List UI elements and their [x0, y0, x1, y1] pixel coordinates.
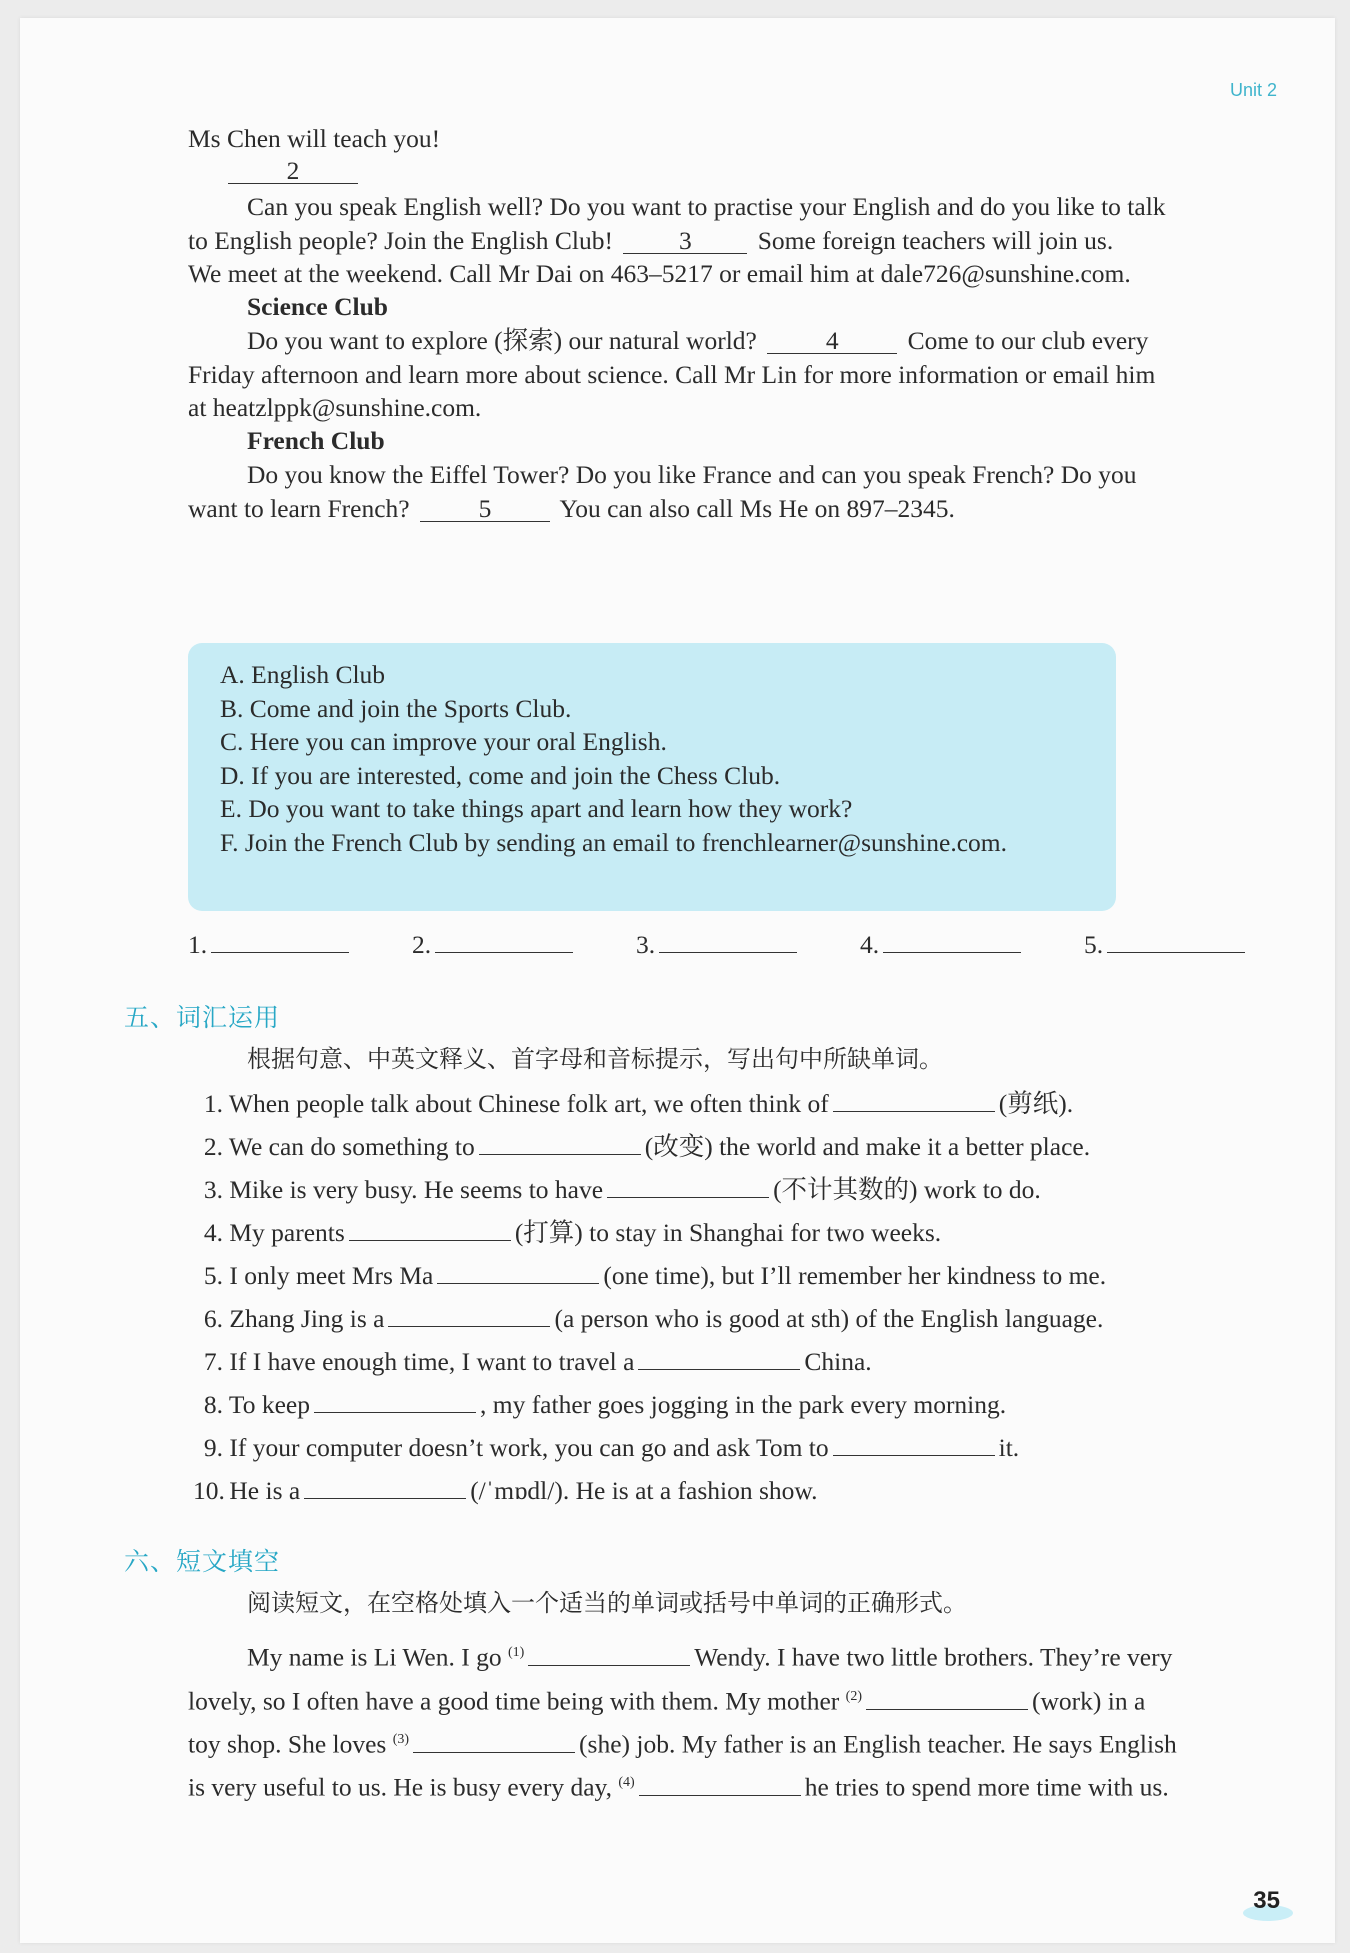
vocab-blank[interactable] [479, 1128, 641, 1155]
section5-title: 五、词汇运用 [124, 1003, 281, 1032]
answer-3: 3. [636, 926, 801, 962]
vocab-item-6: 6. Zhang Jing is a (a person who is good at sth) of the English language. [193, 1300, 1335, 1336]
vocab-item-7: 7. If I have enough time, I want to travel a China. [193, 1343, 1335, 1379]
vocab-item-4: 4. My parents (打算) to stay in Shanghai for two weeks. [193, 1214, 1335, 1250]
option-e: E. Do you want to take things apart and learn how they work? [220, 794, 853, 823]
answer-blank[interactable] [435, 926, 573, 953]
blank-heading-2 [224, 154, 1335, 188]
vocab-blank[interactable] [607, 1171, 769, 1198]
blank-4[interactable]: 4 [767, 327, 897, 354]
reading-line: want to learn French? 5 You can also call Ms He on 897–2345. [188, 494, 955, 523]
vocab-blank[interactable] [314, 1386, 476, 1413]
vocab-blank[interactable] [638, 1343, 800, 1370]
answer-1: 1. [188, 926, 353, 962]
vocab-item-5: 5. I only meet Mrs Ma (one time), but I’ll remember her kindness to me. [193, 1257, 1335, 1293]
vocab-item-10: 10. He is a (/ˈmɒdl/). He is at a fashion show. [193, 1472, 1335, 1508]
vocab-blank[interactable] [833, 1429, 995, 1456]
blank-5[interactable]: 5 [420, 495, 550, 522]
reading-line: Do you know the Eiffel Tower? Do you like France and can you speak French? Do you [247, 460, 1137, 489]
page-number: 35 [1253, 1887, 1280, 1914]
passage-blank-3[interactable] [413, 1726, 575, 1753]
vocab-blank[interactable] [388, 1300, 550, 1327]
vocab-blank[interactable] [349, 1214, 511, 1241]
vocab-blank[interactable] [304, 1472, 466, 1499]
answer-row [20, 926, 1335, 960]
reading-line: Can you speak English well? Do you want to practise your English and do you like to talk [247, 192, 1166, 221]
reading-line: Friday afternoon and learn more about science. Call Mr Lin for more information or email him [188, 360, 1156, 389]
section5-instruction: 根据句意、中英文释义、首字母和音标提示，写出句中所缺单词。 [247, 1045, 943, 1073]
science-club-heading: Science Club [247, 292, 388, 321]
vocab-blank[interactable] [437, 1257, 599, 1284]
answer-blank[interactable] [659, 926, 797, 953]
answer-5: 5. [1084, 926, 1249, 962]
vocab-item-2: 2. We can do something to (改变) the world and make it a better place. [193, 1128, 1335, 1164]
option-a: A. English Club [220, 660, 386, 689]
answer-blank[interactable] [1107, 926, 1245, 953]
option-c: C. Here you can improve your oral English. [220, 727, 667, 756]
passage-blank-4[interactable] [639, 1769, 801, 1796]
section6-instruction: 阅读短文，在空格处填入一个适当的单词或括号中单词的正确形式。 [247, 1589, 967, 1617]
reading-line: Do you want to explore (探索) our natural world? 4 Come to our club every [247, 326, 1149, 355]
vocab-blank[interactable] [833, 1085, 995, 1112]
passage-blank-2[interactable] [866, 1683, 1028, 1710]
answer-blank[interactable] [883, 926, 1021, 953]
reading-line: to English people? Join the English Club! 3 Some foreign teachers will join us. [188, 226, 1114, 255]
reading-line: at heatzlppk@sunshine.com. [188, 393, 482, 422]
answer-2: 2. [412, 926, 577, 962]
textbook-page [20, 18, 1335, 1943]
passage-line-1: My name is Li Wen. I go $^{(1)}$ Wendy. I have two little brothers. They’re very [247, 1636, 1335, 1675]
passage-line-4: is very useful to us. He is busy every day, $^{(4)}$ he tries to spend more time with us. [188, 1766, 1335, 1805]
blank-3[interactable]: 3 [623, 227, 747, 254]
option-d: D. If you are interested, come and join the Chess Club. [220, 761, 781, 790]
section6-title: 六、短文填空 [124, 1547, 281, 1576]
reading-line: We meet at the weekend. Call Mr Dai on 463–5217 or email him at dale726@sunshine.com. [188, 259, 1131, 288]
answer-blank[interactable] [211, 926, 349, 953]
vocab-item-9: 9. If your computer doesn’t work, you can go and ask Tom to it. [193, 1429, 1335, 1465]
passage-line-2: lovely, so I often have a good time being with them. My mother $^{(2)}$ (work) in a [188, 1680, 1335, 1719]
option-b: B. Come and join the Sports Club. [220, 694, 572, 723]
vocab-item-1: 1. When people talk about Chinese folk art, we often think of (剪纸). [193, 1085, 1335, 1121]
reading-line: Ms Chen will teach you! [188, 124, 441, 153]
passage-blank-1[interactable] [528, 1639, 690, 1666]
option-f: F. Join the French Club by sending an email to frenchlearner@sunshine.com. [220, 828, 1007, 857]
passage-line-3: toy shop. She loves $^{(3)}$ (she) job. My father is an English teacher. He says English [188, 1723, 1335, 1762]
unit-label: Unit 2 [1229, 80, 1277, 100]
vocab-item-8: 8. To keep , my father goes jogging in the park every morning. [193, 1386, 1335, 1422]
vocab-item-3: 3. Mike is very busy. He seems to have (不计其数的) work to do. [193, 1171, 1335, 1207]
answer-4: 4. [860, 926, 1025, 962]
french-club-heading: French Club [247, 426, 385, 455]
blank-2[interactable]: 2 [228, 157, 358, 184]
